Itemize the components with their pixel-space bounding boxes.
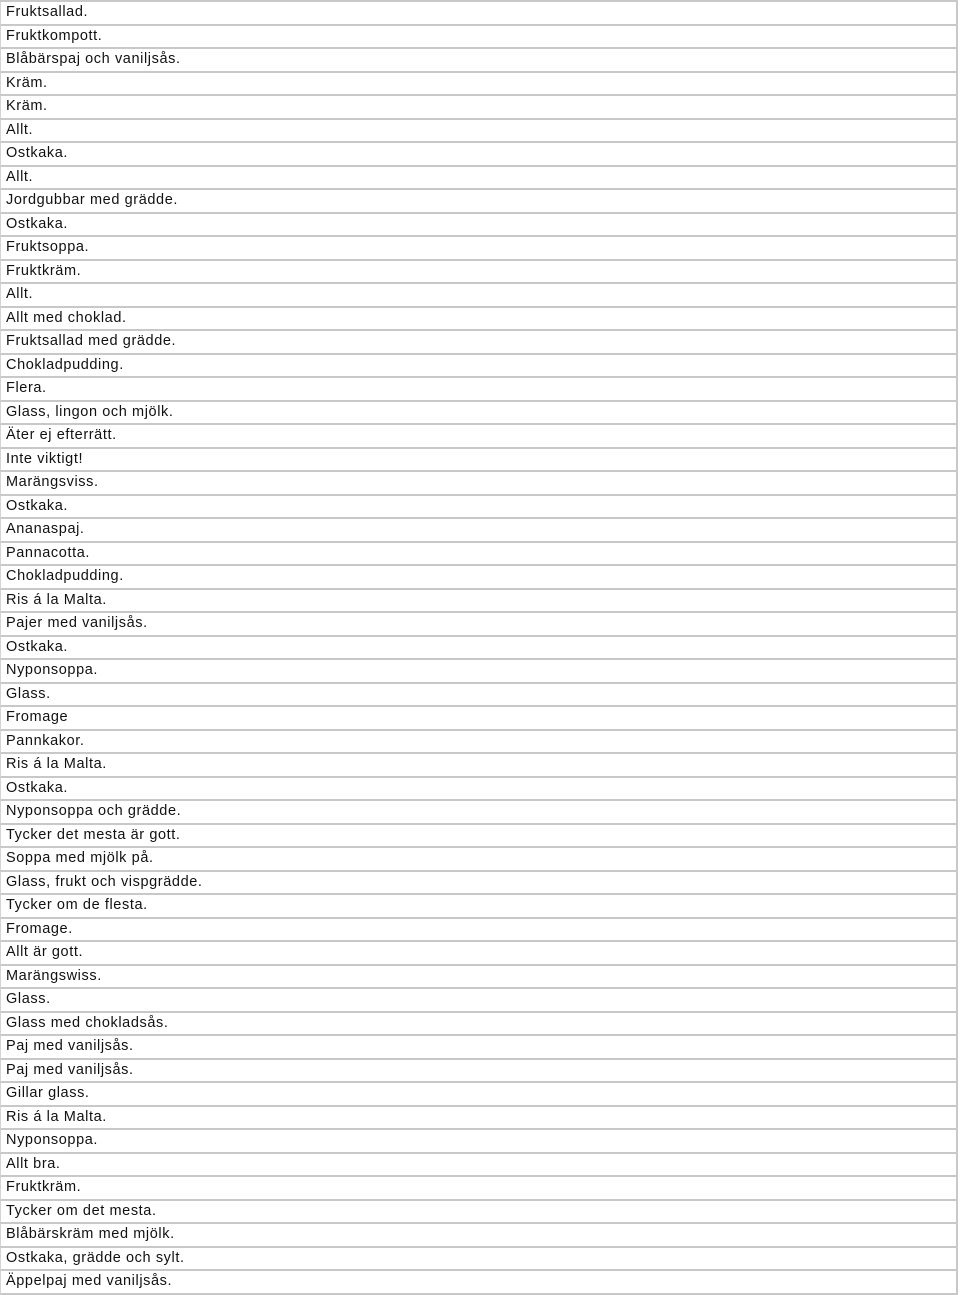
table-cell: Chokladpudding.	[6, 356, 124, 373]
table-row	[0, 49, 958, 73]
table-row	[0, 1130, 958, 1154]
table-cell: Fruktkompott.	[6, 27, 103, 44]
table-cell: Paj med vaniljsås.	[6, 1038, 134, 1054]
table-cell: Tycker det mesta är gott.	[6, 826, 181, 843]
table-cell: Kräm.	[6, 98, 48, 114]
table-row	[0, 660, 958, 684]
table-cell: Ris á la Malta.	[6, 591, 107, 608]
table-cell: Fromage.	[6, 920, 73, 937]
table-cell: Tycker om de flesta.	[6, 897, 148, 913]
table-row	[0, 754, 958, 778]
table-row	[0, 96, 958, 120]
table-cell: Marängswiss.	[6, 967, 102, 984]
table-cell: Ris á la Malta.	[6, 1108, 107, 1125]
table-row	[0, 966, 958, 990]
table-row	[0, 872, 958, 896]
table-cell: Ostkaka.	[6, 497, 69, 514]
table-row	[0, 1224, 958, 1248]
table-cell: Fruktkräm.	[6, 1179, 82, 1195]
table-row	[0, 355, 958, 379]
table-cell: Ostkaka, grädde och sylt.	[6, 1249, 185, 1266]
table-cell: Glass med chokladsås.	[6, 1014, 169, 1031]
table-cell: Glass, lingon och mjölk.	[6, 403, 174, 420]
table-cell: Blåbärspaj och vaniljsås.	[6, 51, 181, 67]
table-row	[0, 425, 958, 449]
table-cell: Paj med vaniljsås.	[6, 1061, 134, 1078]
table-row	[0, 1177, 958, 1201]
table-cell: Fruktkräm.	[6, 262, 82, 279]
table-cell: Äter ej efterrätt.	[6, 427, 117, 443]
table-cell: Pannacotta.	[6, 544, 90, 561]
table-cell: Glass.	[6, 991, 51, 1007]
table-cell: Allt.	[6, 168, 34, 185]
table-row	[0, 167, 958, 191]
table-row	[0, 284, 958, 308]
table-row	[0, 331, 958, 355]
table-row	[0, 402, 958, 426]
table-cell: Allt är gott.	[6, 944, 84, 960]
table-cell: Äppelpaj med vaniljsås.	[6, 1273, 173, 1289]
table-row	[0, 143, 958, 167]
table-cell: Ris á la Malta.	[6, 756, 107, 772]
table-row	[0, 1013, 958, 1037]
table-row	[0, 1036, 958, 1060]
table-row	[0, 190, 958, 214]
table-row	[0, 378, 958, 402]
table-row	[0, 895, 958, 919]
table-row	[0, 120, 958, 144]
table-cell: Glass, frukt och vispgrädde.	[6, 873, 203, 890]
table-row	[0, 519, 958, 543]
table-row	[0, 731, 958, 755]
table-row	[0, 942, 958, 966]
table-row	[0, 2, 958, 26]
table-cell: Allt.	[6, 121, 34, 138]
table-row	[0, 590, 958, 614]
table-cell: Fruktsallad.	[6, 4, 89, 20]
table-cell: Glass.	[6, 685, 51, 702]
table-row	[0, 1271, 958, 1295]
table-cell: Jordgubbar med grädde.	[6, 192, 178, 208]
table-cell: Blåbärskräm med mjölk.	[6, 1226, 175, 1242]
table-row	[0, 1083, 958, 1107]
table-row	[0, 778, 958, 802]
table-cell: Kräm.	[6, 74, 48, 91]
table-row	[0, 989, 958, 1013]
table-cell: Tycker om det mesta.	[6, 1202, 157, 1219]
table-cell: Nyponsoppa.	[6, 662, 99, 678]
table-row	[0, 214, 958, 238]
table-cell: Nyponsoppa och grädde.	[6, 803, 182, 819]
table-cell: Fromage	[6, 709, 69, 725]
table-cell: Ostkaka.	[6, 638, 69, 655]
table-cell: Soppa med mjölk på.	[6, 850, 154, 866]
table-cell: Allt.	[6, 286, 34, 302]
table-cell: Gillar glass.	[6, 1085, 90, 1101]
table-row	[0, 472, 958, 496]
table-row	[0, 308, 958, 332]
table-row	[0, 566, 958, 590]
table-cell: Flera.	[6, 380, 47, 396]
table-cell: Ostkaka.	[6, 145, 69, 161]
table-cell: Ostkaka.	[6, 779, 69, 796]
table-cell: Fruktsallad med grädde.	[6, 333, 177, 349]
table-row	[0, 801, 958, 825]
table-row	[0, 1248, 958, 1272]
table-cell: Nyponsoppa.	[6, 1132, 99, 1148]
table-row	[0, 1060, 958, 1084]
table-row	[0, 684, 958, 708]
table-row	[0, 496, 958, 520]
table-row	[0, 73, 958, 97]
table-row	[0, 825, 958, 849]
table-cell: Inte viktigt!	[6, 450, 84, 467]
table-row	[0, 237, 958, 261]
table-cell: Chokladpudding.	[6, 568, 124, 584]
table-cell: Ostkaka.	[6, 215, 69, 232]
table-cell: Allt med choklad.	[6, 309, 127, 326]
table-cell: Marängsviss.	[6, 474, 99, 490]
table-cell: Ananaspaj.	[6, 521, 85, 537]
table-cell: Allt bra.	[6, 1155, 61, 1172]
table-row	[0, 1154, 958, 1178]
table-row	[0, 449, 958, 473]
table-row	[0, 1201, 958, 1225]
table-row	[0, 613, 958, 637]
table-row	[0, 1107, 958, 1131]
table-row	[0, 637, 958, 661]
table-row	[0, 26, 958, 50]
table-row	[0, 261, 958, 285]
table-row	[0, 919, 958, 943]
table-row	[0, 543, 958, 567]
table-cell: Pannkakor.	[6, 732, 85, 749]
table-cell: Pajer med vaniljsås.	[6, 615, 148, 631]
table-row	[0, 848, 958, 872]
table-cell: Fruktsoppa.	[6, 239, 90, 255]
table-row	[0, 707, 958, 731]
